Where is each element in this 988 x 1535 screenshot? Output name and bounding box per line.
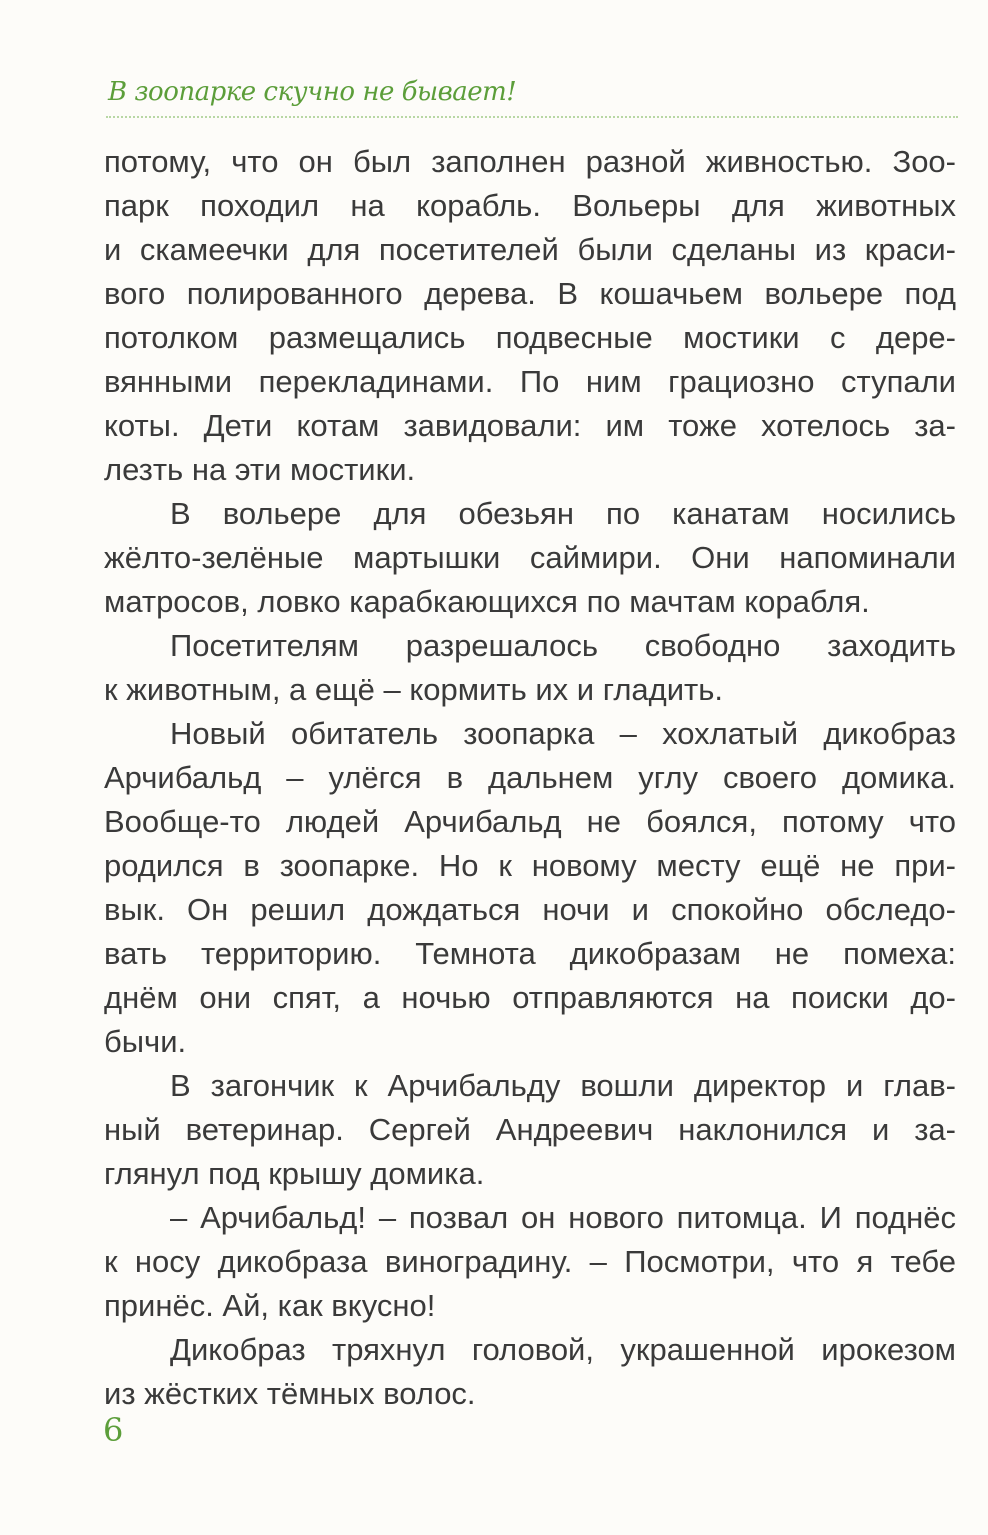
- text-line: и скамеечки для посетителей были сделаны из краси-: [104, 232, 956, 267]
- text-line: вянными перекладинами. По ним грациозно ступали: [104, 364, 956, 399]
- text-line: бычи.: [104, 1024, 187, 1059]
- page-number: 6: [103, 1411, 124, 1449]
- text-line: – Арчибальд! – позвал он нового питомца. И поднёс: [170, 1200, 956, 1235]
- text-line: вык. Он решил дождаться ночи и спокойно обследо-: [104, 892, 956, 927]
- text-line: потому, что он был заполнен разной живностью. Зоо-: [104, 144, 956, 179]
- body-text: [104, 140, 956, 1416]
- text-line: коты. Дети котам завидовали: им тоже хотелось за-: [104, 408, 956, 443]
- text-line: потолком размещались подвесные мостики с дере-: [104, 320, 956, 355]
- text-line: парк походил на корабль. Вольеры для животных: [104, 188, 956, 223]
- text-line: Арчибальд – улёгся в дальнем углу своего домика.: [104, 760, 956, 795]
- text-line: ный ветеринар. Сергей Андреевич наклонился и за-: [104, 1112, 956, 1147]
- text-line: В вольере для обезьян по канатам носились: [170, 496, 956, 531]
- text-line: Дикобраз тряхнул головой, украшенной ирокезом: [170, 1332, 956, 1367]
- text-line: родился в зоопарке. Но к новому месту ещё не при-: [104, 848, 956, 883]
- header-divider: [106, 116, 958, 118]
- text-line: к животным, а ещё – кормить их и гладить.: [104, 672, 724, 707]
- text-line: к носу дикобраза виноградину. – Посмотри, что я тебе: [104, 1244, 956, 1279]
- text-line: вого полированного дерева. В кошачьем вольере под: [104, 276, 956, 311]
- text-line: днём они спят, а ночью отправляются на поиски до-: [104, 980, 956, 1015]
- text-line: лезть на эти мостики.: [104, 452, 416, 487]
- text-line: матросов, ловко карабкающихся по мачтам корабля.: [104, 584, 870, 619]
- text-line: Новый обитатель зоопарка – хохлатый дикобраз: [170, 716, 956, 751]
- text-line: принёс. Ай, как вкусно!: [104, 1288, 436, 1323]
- text-line: В загончик к Арчибальду вошли директор и глав-: [170, 1068, 956, 1103]
- text-line: Вообще-то людей Арчибальд не боялся, потому что: [104, 804, 956, 839]
- text-line: вать территорию. Темнота дикобразам не помеха:: [104, 936, 956, 971]
- text-line: Посетителям разрешалось свободно заходить: [170, 628, 956, 663]
- text-line: из жёстких тёмных волос.: [104, 1376, 476, 1411]
- text-line: глянул под крышу домика.: [104, 1156, 485, 1191]
- running-title: В зоопарке скучно не бывает!: [108, 77, 517, 107]
- text-line: жёлто-зелёные мартышки саймири. Они напоминали: [104, 540, 956, 575]
